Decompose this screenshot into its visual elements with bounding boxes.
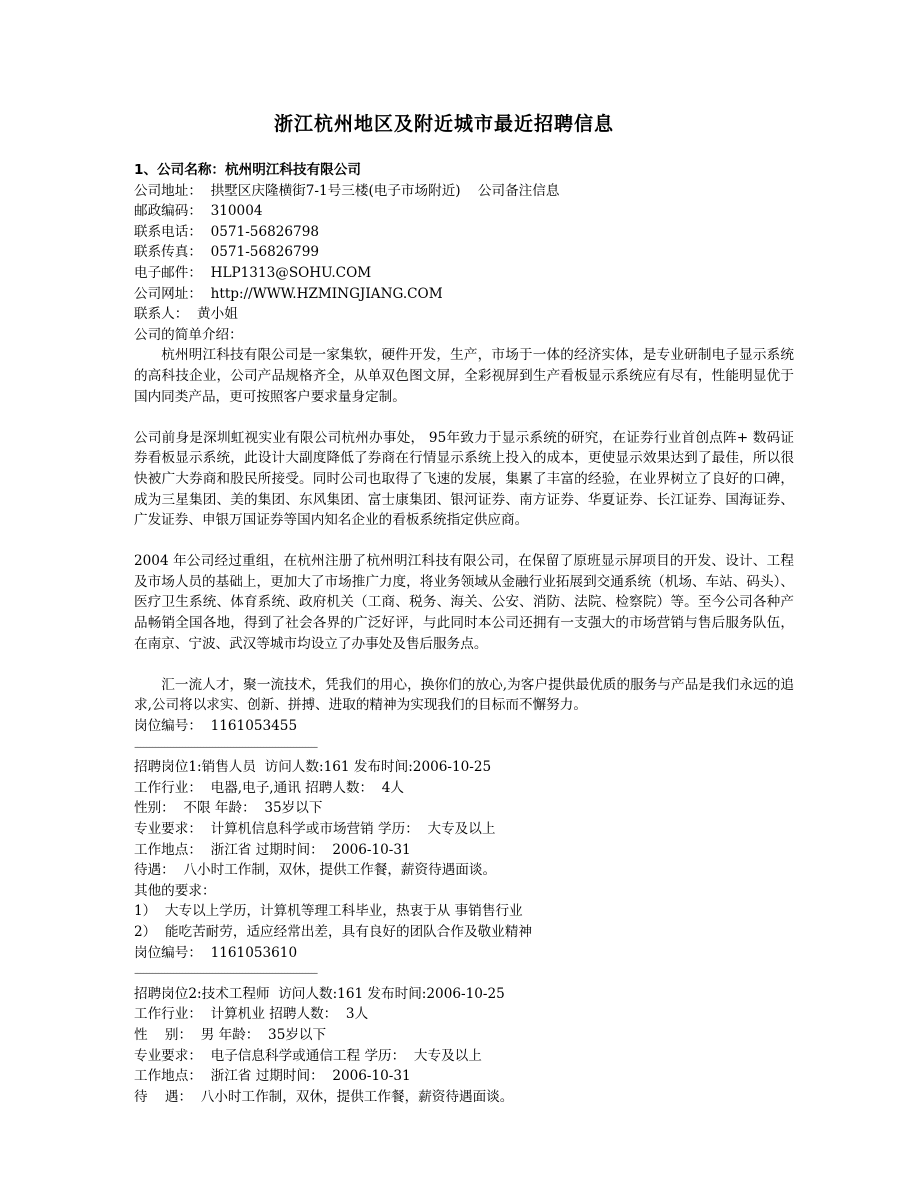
intro-paragraph-4: 汇一流人才，聚一流技术，凭我们的用心，换你们的放心,为客户提供最优质的服务与产品是我们永远的追求,公司将以求实、创新、拼搏、进取的精神为实现我们的目标而不懈努力。 bbox=[134, 676, 794, 714]
job-1-other-label: 其他的要求： bbox=[134, 882, 216, 899]
job-1-benefits: 待遇： 八小时工作制，双休，提供工作餐，薪资待遇面谈。 bbox=[134, 862, 497, 879]
page-title: 浙江杭州地区及附近城市最近招聘信息 bbox=[273, 113, 614, 135]
document-body bbox=[134, 160, 794, 1107]
company-phone: 联系电话： 0571-56826798 bbox=[134, 223, 319, 240]
job-1-title: 招聘岗位1:销售人员 访问人数:161 发布时间:2006-10-25 bbox=[134, 759, 492, 776]
job-2-industry: 工作行业： 计算机业 招聘人数： 3人 bbox=[134, 1006, 369, 1023]
job-1-industry: 工作行业： 电器,电子,通讯 招聘人数： 4人 bbox=[134, 779, 404, 796]
company-email: 电子邮件： HLP1313@SOHU.COM bbox=[134, 264, 372, 281]
intro-label: 公司的简单介绍： bbox=[134, 326, 243, 343]
job-2-title: 招聘岗位2:技术工程师 访问人数:161 发布时间:2006-10-25 bbox=[134, 985, 505, 1002]
job-1-requirement-2: 2） 能吃苦耐劳，适应经常出差，具有良好的团队合作及敬业精神 bbox=[134, 923, 532, 940]
intro-paragraph-1: 杭州明江科技有限公司是一家集软，硬件开发，生产，市场于一体的经济实体，是专业研制电子显示系统的高科技企业，公司产品规格齐全，从单双色图文屏，全彩视屏到生产看板显示系统应有尽有，性能明显优于国内同类产品，更可按照客户要求量身定制。 bbox=[134, 347, 794, 405]
job-2-major: 专业要求： 电子信息科学或通信工程 学历： 大专及以上 bbox=[134, 1047, 482, 1064]
job-1-requirement-1: 1） 大专以上学历，计算机等理工科毕业，热衷于从 事销售行业 bbox=[134, 903, 523, 920]
job-2-id: 岗位编号： 1161053610 bbox=[134, 944, 298, 961]
paragraph-gap bbox=[134, 654, 794, 675]
job-2-gender-age: 性 别： 男 年龄： 35岁以下 bbox=[134, 1026, 327, 1043]
intro-paragraph-2: 公司前身是深圳虹视实业有限公司杭州办事处， 95年致力于显示系统的研究，在证券行业首创点阵+ 数码证券看板显示系统，此设计大副度降低了券商在行情显示系统上投入的成本，更使显示效果达到了最佳，所以很快被广大券商和股民所接受。同时公司也取得了飞速的发展，集累了丰富的经验，在业界树立了良好的口碑，成为三星集团、美的集团、东风集团、富士康集团、银河证券、南方证券、华夏证券、长江证券、国海证券、广发证券、申银万国证券等国内知名企业的看板系统指定供应商。 bbox=[134, 429, 794, 529]
company-postcode: 邮政编码： 310004 bbox=[134, 203, 263, 220]
company-address: 公司地址： 拱墅区庆隆横街7-1号三楼(电子市场附近) 公司备注信息 bbox=[134, 182, 560, 199]
job-2-separator: ------------------------------------------------------------- bbox=[134, 965, 317, 982]
company-fax: 联系传真： 0571-56826799 bbox=[134, 244, 319, 261]
company-website: 公司网址： http://WWW.HZMINGJIANG.COM bbox=[134, 285, 443, 302]
company-contact: 联系人： 黄小姐 bbox=[134, 306, 238, 323]
intro-paragraph-3: 2004 年公司经过重组，在杭州注册了杭州明江科技有限公司，在保留了原班显示屏项目的开发、设计、工程及市场人员的基础上，更加大了市场推广力度，将业务领域从金融行业拓展到交通系统（机场、车站、码头）、医疗卫生系统、体育系统、政府机关（工商、税务、海关、公安、消防、法院、检察院）等。至今公司各种产品畅销全国各地，得到了社会各界的广泛好评，与此同时本公司还拥有一支强大的市场营销与售后服务队伍，在南京、宁波、武汉等城市均设立了办事处及售后服务点。 bbox=[134, 553, 794, 652]
paragraph-gap bbox=[134, 531, 794, 552]
company-heading: 1、公司名称：杭州明江科技有限公司 bbox=[134, 162, 361, 178]
paragraph-gap bbox=[134, 407, 794, 428]
job-1-separator: ------------------------------------------------------------- bbox=[134, 738, 317, 755]
job-1-id: 岗位编号： 1161053455 bbox=[134, 718, 298, 735]
job-2-location: 工作地点： 浙江省 过期时间： 2006-10-31 bbox=[134, 1068, 411, 1085]
job-1-location: 工作地点： 浙江省 过期时间： 2006-10-31 bbox=[134, 841, 411, 858]
job-2-benefits: 待 遇： 八小时工作制，双休，提供工作餐，薪资待遇面谈。 bbox=[134, 1088, 514, 1105]
job-1-major: 专业要求： 计算机信息科学或市场营销 学历： 大专及以上 bbox=[134, 821, 496, 837]
job-1-gender-age: 性别： 不限 年龄： 35岁以下 bbox=[134, 800, 323, 817]
